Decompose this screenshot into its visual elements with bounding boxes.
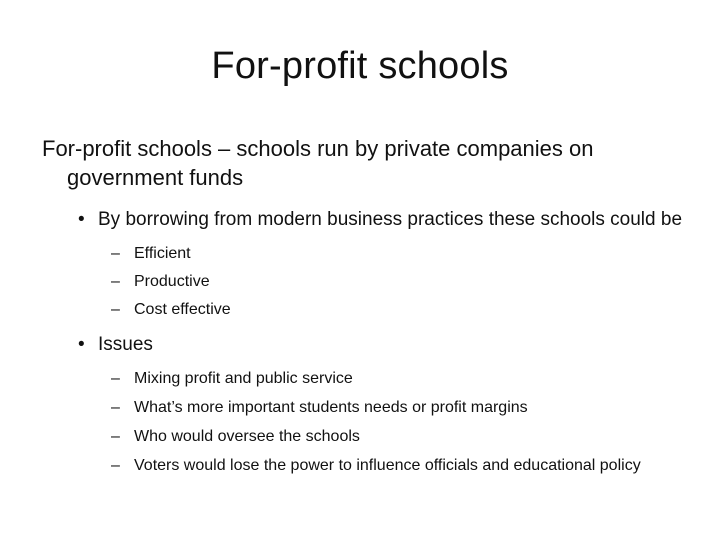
dash-icon: – <box>111 428 120 445</box>
list-item-text: Voters would lose the power to influence officials and educational policy <box>134 457 641 474</box>
list-item <box>42 425 692 449</box>
dash-icon: – <box>111 370 120 387</box>
list-item-text: Who would oversee the schools <box>134 428 360 445</box>
bullet-icon: • <box>78 209 85 230</box>
list-item <box>42 396 692 420</box>
slide-body <box>42 134 692 488</box>
sub-point-issues <box>42 332 692 357</box>
list-item-text: Cost effective <box>134 301 231 318</box>
list-item-text: Efficient <box>134 245 191 262</box>
issues-list <box>42 367 692 478</box>
list-item <box>42 270 692 294</box>
sub-point-text: Issues <box>98 334 153 355</box>
slide-title: For-profit schools <box>211 45 509 87</box>
dash-icon: – <box>111 457 120 474</box>
list-item <box>42 298 692 322</box>
dash-icon: – <box>111 273 120 290</box>
list-item <box>42 242 692 266</box>
benefits-list <box>42 242 692 322</box>
list-item-text: What’s more important students needs or profit margins <box>134 399 528 416</box>
main-point: For-profit schools – schools run by private companies on government funds <box>42 136 594 190</box>
list-item <box>42 454 692 478</box>
dash-icon: – <box>111 301 120 318</box>
dash-icon: – <box>111 399 120 416</box>
list-item <box>42 367 692 391</box>
bullet-icon: • <box>78 334 85 355</box>
sub-point-text: By borrowing from modern business practices these schools could be <box>98 209 683 230</box>
dash-icon: – <box>111 245 120 262</box>
list-item-text: Mixing profit and public service <box>134 370 353 387</box>
list-item-text: Productive <box>134 273 210 290</box>
sub-point-business-practices <box>42 207 692 232</box>
